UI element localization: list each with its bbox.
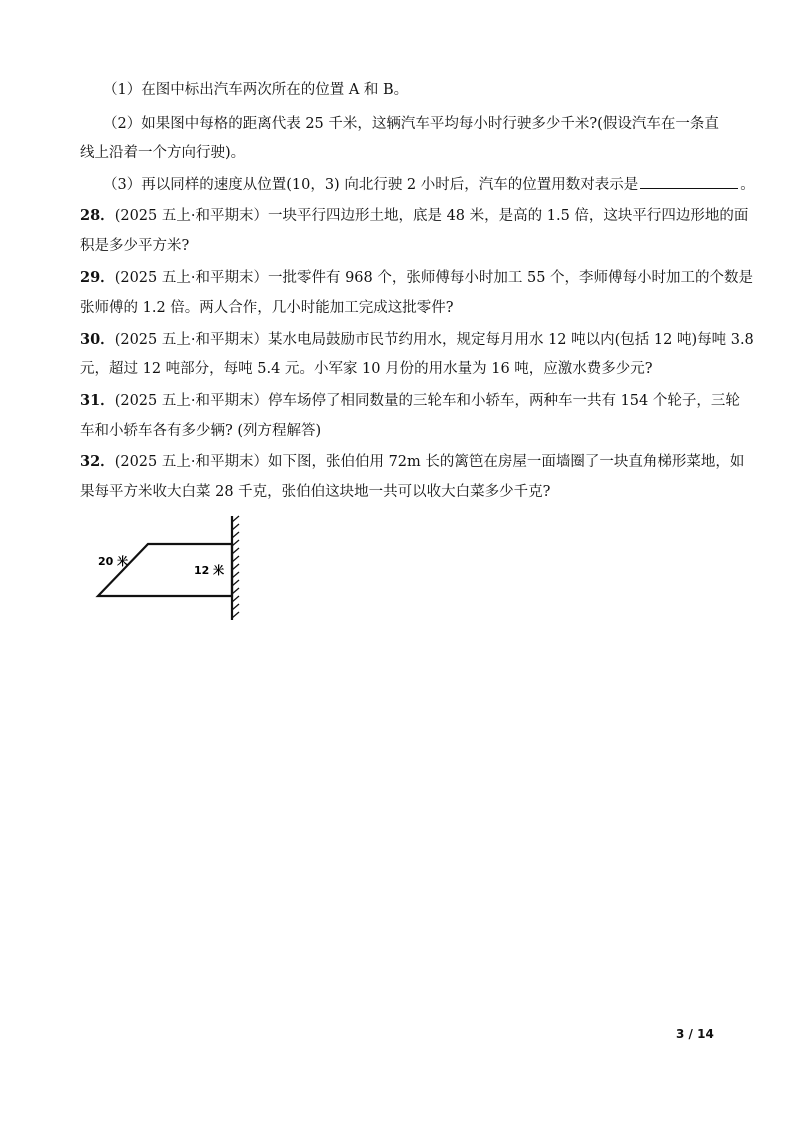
- q30-line2: 元，超过 12 吨部分，每吨 5.4 元。小军家 10 月份的用水量为 16 吨，应激水费多少元?: [80, 361, 653, 377]
- q31-text: (2025 五上·和平期末）停车场停了相同数量的三轮车和小轿车，两种车一共有 154 个轮子，三轮: [114, 393, 740, 409]
- q31-number: 31．: [80, 392, 115, 409]
- height-label: 12 米: [194, 564, 225, 577]
- q27-sub2-line2: 线上沿着一个方向行驶)。: [80, 145, 246, 161]
- q29-line2: 张师傅的 1.2 倍。两人合作，几小时能加工完成这批零件?: [80, 300, 454, 316]
- q32-line2: 果每平方米收大白菜 28 千克，张伯伯这块地一共可以收大白菜多少千克?: [80, 484, 551, 500]
- q32-line1: [80, 452, 745, 472]
- page-number: 3 / 14: [676, 1027, 714, 1041]
- answer-blank[interactable]: [640, 174, 738, 189]
- q27-sub3: [103, 174, 755, 195]
- q30-line1: [80, 330, 754, 350]
- q32-number: 32．: [80, 453, 115, 470]
- q29-number: 29．: [80, 269, 115, 286]
- q29-line1: [80, 268, 754, 288]
- q32-text: (2025 五上·和平期末）如下图，张伯伯用 72m 长的篱笆在房屋一面墙圈了一块直角梯形菜地，如: [114, 454, 745, 470]
- slant-side-label: 20 米: [98, 555, 129, 568]
- q28-line1: [80, 206, 749, 226]
- q27-sub1: （1）在图中标出汽车两次所在的位置 A 和 B。: [103, 82, 409, 98]
- q27-sub3-text: （3）再以同样的速度从位置(10，3) 向北行驶 2 小时后，汽车的位置用数对表示是: [103, 177, 639, 193]
- q28-number: 28．: [80, 207, 115, 224]
- q31-line2: 车和小轿车各有多少辆? (列方程解答): [80, 423, 322, 439]
- q28-line2: 积是多少平方米?: [80, 238, 190, 254]
- q31-line1: [80, 391, 740, 411]
- q27-sub2-line1: （2）如果图中每格的距离代表 25 千米，这辆汽车平均每小时行驶多少千米?(假设汽车在一条直: [103, 116, 719, 132]
- trapezoid-figure: [92, 512, 252, 624]
- q28-text: (2025 五上·和平期末）一块平行四边形土地，底是 48 米，是高的 1.5 倍，这块平行四边形地的面: [114, 208, 749, 224]
- q27-sub3-end: 。: [740, 177, 755, 193]
- q29-text: (2025 五上·和平期末）一批零件有 968 个，张师傅每小时加工 55 个，李师傅每小时加工的个数是: [114, 270, 754, 286]
- q30-number: 30．: [80, 331, 115, 348]
- q30-text: (2025 五上·和平期末）某水电局鼓励市民节约用水，规定每月用水 12 吨以内(包括 12 吨)每吨 3.8: [114, 332, 754, 348]
